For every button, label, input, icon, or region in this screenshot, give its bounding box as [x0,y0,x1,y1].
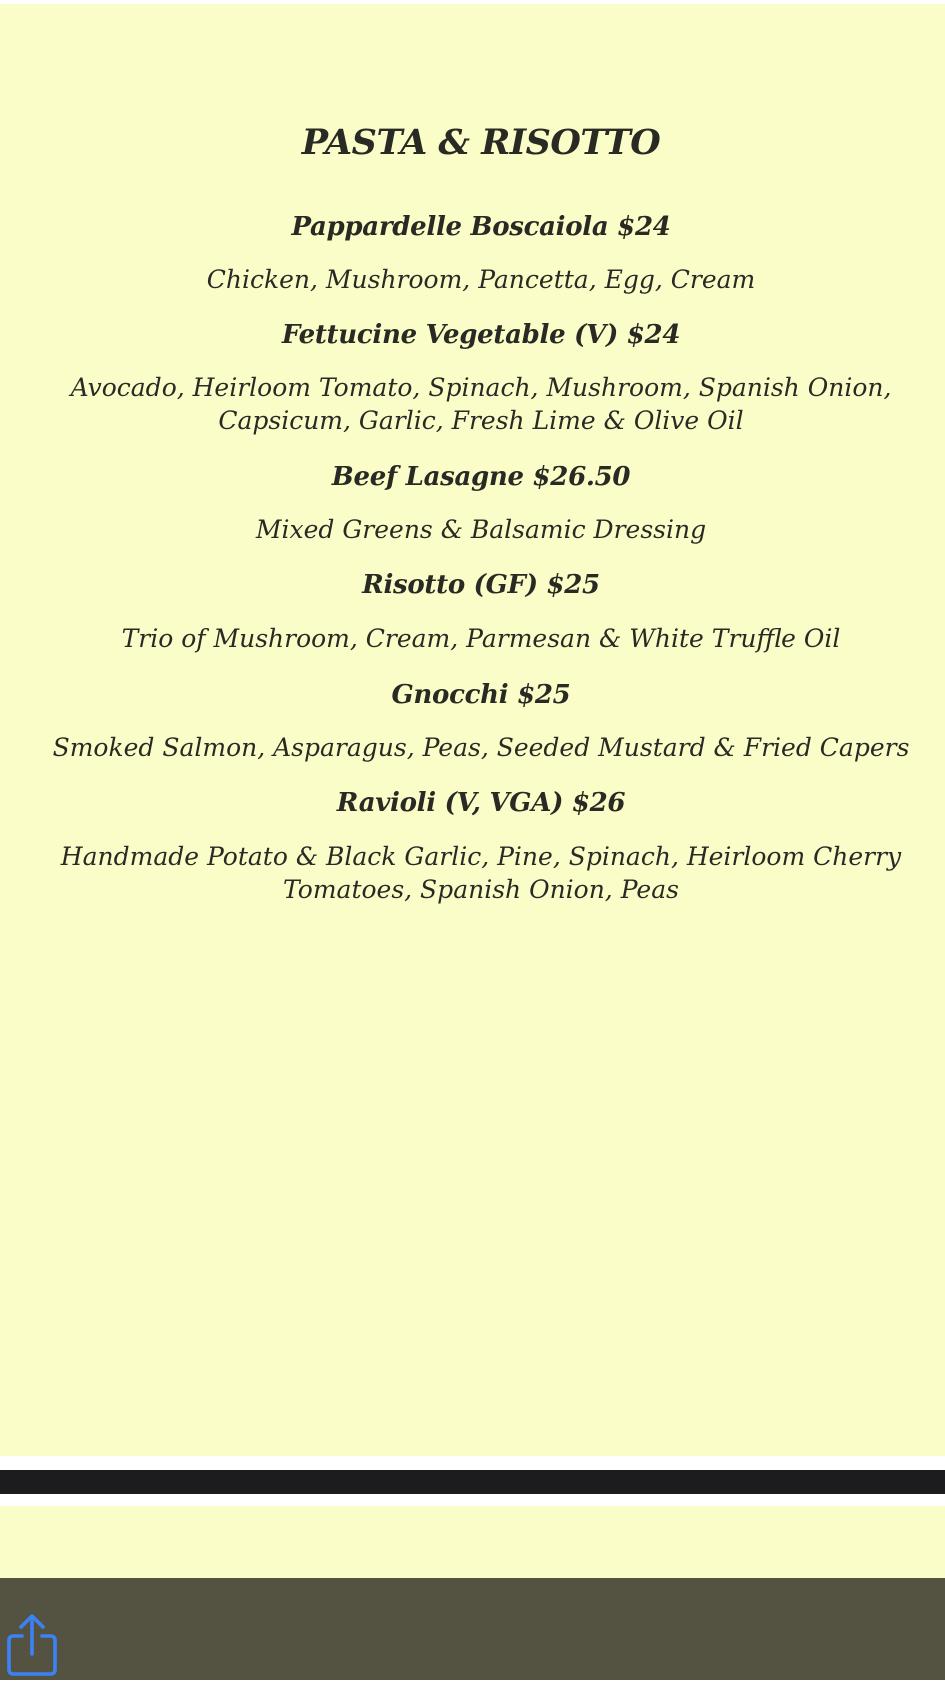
menu-item-description: Mixed Greens & Balsamic Dressing [255,515,707,544]
page-gap-bottom [0,1494,945,1506]
menu-item-name: Beef Lasagne $26.50 [331,462,631,492]
page-gap-top [0,1456,945,1470]
share-button[interactable] [6,1612,58,1676]
menu-item-name: Gnocchi $25 [391,680,571,710]
page-divider [0,1470,945,1494]
menu-item-description: Smoked Salmon, Asparagus, Peas, Seeded Mustard & Fried Capers [52,733,910,762]
menu-item-name: Risotto (GF) $25 [362,570,600,600]
menu-page [0,4,945,1456]
menu-item-description: Avocado, Heirloom Tomato, Spinach, Mushroom, Spanish Onion, Capsicum, Garlic, Fresh Lime & Olive Oil [70,373,892,435]
menu-item-description: Handmade Potato & Black Garlic, Pine, Spinach, Heirloom Cherry Tomatoes, Spanish Onion, Peas [60,842,902,904]
share-icon [6,1612,58,1676]
next-menu-page [0,1506,945,1578]
menu-item-name: Fettucine Vegetable (V) $24 [281,320,681,350]
menu-item-description: Trio of Mushroom, Cream, Parmesan & White Truffle Oil [121,624,841,653]
menu-section-title: PASTA & RISOTTO [301,122,661,163]
bottom-toolbar [0,1578,945,1680]
menu-item-description: Chicken, Mushroom, Pancetta, Egg, Cream [206,265,756,294]
menu-item-name: Ravioli (V, VGA) $26 [336,788,626,818]
menu-item-name: Pappardelle Boscaiola $24 [291,212,671,242]
